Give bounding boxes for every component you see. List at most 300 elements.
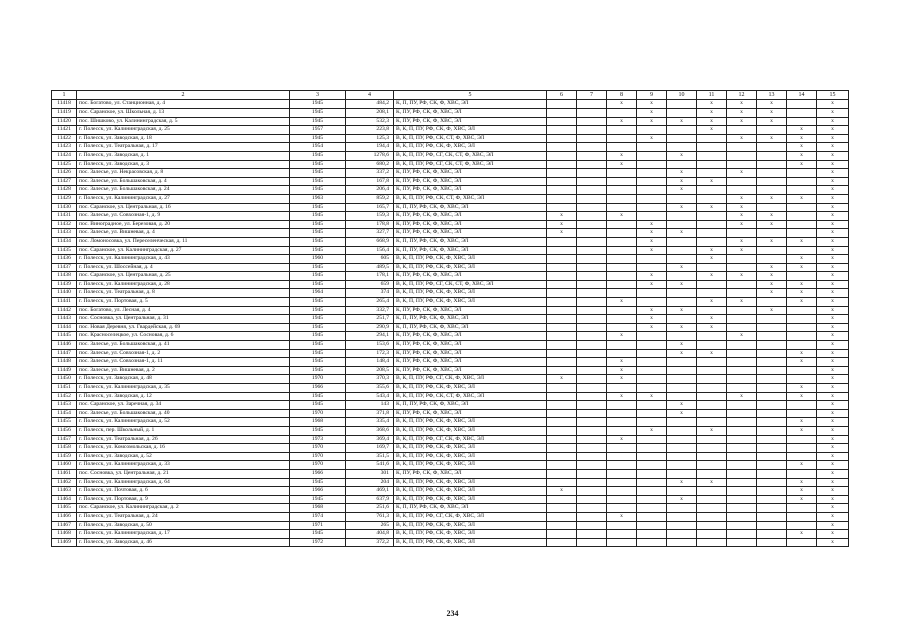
table-cell: [727, 469, 757, 478]
table-cell: [577, 478, 607, 487]
table-cell: пос. Богатово, ул. Станционная, д. 4: [77, 100, 290, 109]
table-cell: 1945: [290, 203, 346, 212]
table-cell: [577, 512, 607, 521]
table-cell: К, ПУ, РФ, СК, Ф, ХВС, ЭЛ: [394, 332, 547, 341]
table-cell: [787, 212, 817, 221]
table-row: [52, 538, 849, 547]
table-cell: [757, 366, 787, 375]
table-cell: [637, 358, 667, 367]
column-header: 4: [346, 91, 394, 100]
table-cell: 11433: [52, 229, 77, 238]
table-cell: [607, 109, 637, 118]
table-cell: 1945: [290, 358, 346, 367]
table-cell: x: [667, 151, 697, 160]
table-cell: [787, 177, 817, 186]
column-header: 8: [607, 91, 637, 100]
table-cell: [547, 469, 577, 478]
table-cell: 1945: [290, 349, 346, 358]
table-cell: [607, 255, 637, 264]
table-row: [52, 280, 849, 289]
table-cell: [637, 332, 667, 341]
table-cell: [697, 169, 727, 178]
table-cell: В, К, П, ПУ, РФ, СК, Ф, ХВС, ЭЛ: [394, 444, 547, 453]
table-cell: К, ПУ, РФ, СК, Ф, ХВС, ЭЛ: [394, 212, 547, 221]
table-cell: [727, 375, 757, 384]
table-cell: г. Полесск, ул. Калининградская, д. 17: [77, 530, 290, 539]
table-cell: [787, 100, 817, 109]
table-cell: К, П, ПУ, РФ, СК, Ф, ХВС, ЭЛ: [394, 237, 547, 246]
table-cell: x: [667, 401, 697, 410]
table-cell: 1970: [290, 461, 346, 470]
table-cell: x: [697, 109, 727, 118]
table-cell: [787, 272, 817, 281]
table-cell: x: [697, 315, 727, 324]
table-cell: x: [667, 169, 697, 178]
table-cell: x: [667, 203, 697, 212]
table-cell: x: [547, 220, 577, 229]
table-cell: x: [607, 332, 637, 341]
table-cell: 11447: [52, 349, 77, 358]
table-cell: x: [757, 212, 787, 221]
table-cell: [787, 435, 817, 444]
table-cell: 11459: [52, 452, 77, 461]
table-cell: пос. Шишково, ул. Калининградская, д. 5: [77, 117, 290, 126]
table-cell: x: [787, 478, 817, 487]
table-cell: x: [757, 100, 787, 109]
table-cell: [637, 409, 667, 418]
column-header: 6: [547, 91, 577, 100]
table-cell: [727, 538, 757, 547]
table-cell: [757, 375, 787, 384]
table-cell: [547, 401, 577, 410]
column-header: 14: [787, 91, 817, 100]
table-cell: x: [727, 117, 757, 126]
table-cell: 165,7: [346, 203, 394, 212]
table-row: [52, 315, 849, 324]
table-cell: г. Полесск, ул. Почтовая, д. 6: [77, 487, 290, 496]
table-cell: x: [817, 444, 849, 453]
table-cell: x: [787, 160, 817, 169]
table-cell: x: [667, 323, 697, 332]
table-cell: 1945: [290, 186, 346, 195]
table-cell: [577, 272, 607, 281]
table-cell: 251,7: [346, 315, 394, 324]
table-cell: [547, 203, 577, 212]
table-cell: 1945: [290, 246, 346, 255]
table-cell: [607, 134, 637, 143]
table-cell: [697, 229, 727, 238]
table-cell: [667, 469, 697, 478]
table-cell: [547, 280, 577, 289]
table-cell: В, К, П, ПУ, РФ, СК, Ф, ХВС, ЭЛ: [394, 495, 547, 504]
table-cell: 11467: [52, 521, 77, 530]
table-cell: пос. Сосновка, ул. Центральная, д. 31: [77, 315, 290, 324]
table-cell: 156,4: [346, 246, 394, 255]
table-cell: [547, 306, 577, 315]
table-cell: [577, 452, 607, 461]
table-cell: [697, 263, 727, 272]
table-cell: 11422: [52, 134, 77, 143]
table-cell: 1970: [290, 444, 346, 453]
table-cell: пос. Залесье, ул. Совхозная-1, д. 11: [77, 358, 290, 367]
table-cell: [727, 151, 757, 160]
table-cell: [637, 418, 667, 427]
table-cell: В, К, П, ПУ, РФ, СК, Ф, ХВС, ЭЛ: [394, 143, 547, 152]
table-cell: [787, 366, 817, 375]
table-cell: г. Полесск, ул. Калининградская, д. 64: [77, 478, 290, 487]
table-cell: [667, 100, 697, 109]
table-cell: 223,8: [346, 126, 394, 135]
table-cell: В, К, П, ПУ, РФ, СК, Ф, ХВС, ЭЛ: [394, 126, 547, 135]
table-cell: [577, 426, 607, 435]
table-cell: [667, 237, 697, 246]
table-cell: [577, 521, 607, 530]
table-cell: [637, 495, 667, 504]
table-cell: [727, 426, 757, 435]
table-cell: [667, 530, 697, 539]
table-cell: x: [697, 203, 727, 212]
table-cell: x: [607, 435, 637, 444]
table-cell: [637, 504, 667, 513]
table-cell: 370,3: [346, 375, 394, 384]
table-cell: [637, 521, 667, 530]
table-cell: К, ПУ, РФ, СК, Ф, ХВС, ЭЛ: [394, 186, 547, 195]
table-cell: 1945: [290, 366, 346, 375]
table-cell: x: [637, 392, 667, 401]
table-cell: x: [697, 323, 727, 332]
table-row: [52, 349, 849, 358]
table-cell: [787, 409, 817, 418]
table-cell: [727, 126, 757, 135]
table-cell: [607, 246, 637, 255]
table-cell: 11441: [52, 298, 77, 307]
table-cell: [727, 461, 757, 470]
table-cell: 1966: [290, 487, 346, 496]
table-cell: x: [817, 143, 849, 152]
table-cell: 1945: [290, 298, 346, 307]
table-cell: x: [607, 151, 637, 160]
table-row: [52, 134, 849, 143]
table-cell: [697, 469, 727, 478]
table-cell: [787, 186, 817, 195]
table-cell: [757, 255, 787, 264]
table-cell: г. Полесск, ул. Театральная, д. 8: [77, 289, 290, 298]
table-row: [52, 117, 849, 126]
table-row: [52, 418, 849, 427]
table-cell: В, К, П, ПУ, РФ, СК, Ф, ХВС, ЭЛ: [394, 289, 547, 298]
table-cell: [787, 229, 817, 238]
table-cell: пос. Залесье, ул. Большаковская, д. 24: [77, 186, 290, 195]
table-cell: [607, 237, 637, 246]
table-cell: [547, 358, 577, 367]
table-cell: К, ПУ, РФ, СК, Ф, ХВС, ЭЛ: [394, 409, 547, 418]
table-cell: [697, 495, 727, 504]
table-cell: [727, 289, 757, 298]
table-cell: x: [817, 504, 849, 513]
table-cell: [547, 315, 577, 324]
table-row: [52, 461, 849, 470]
table-cell: 11429: [52, 194, 77, 203]
table-cell: В, К, П, ПУ, РФ, СК, Ф, ХВС, ЭЛ: [394, 478, 547, 487]
table-row: [52, 358, 849, 367]
table-cell: x: [817, 298, 849, 307]
table-cell: 1945: [290, 323, 346, 332]
table-cell: x: [727, 100, 757, 109]
table-row: [52, 469, 849, 478]
table-row: [52, 495, 849, 504]
table-cell: x: [547, 229, 577, 238]
table-cell: [577, 341, 607, 350]
table-cell: 11464: [52, 495, 77, 504]
column-header: 7: [577, 91, 607, 100]
table-cell: 11437: [52, 263, 77, 272]
table-cell: 125,3: [346, 134, 394, 143]
table-cell: x: [697, 126, 727, 135]
table-cell: [547, 186, 577, 195]
table-cell: г. Полесск, ул. Калининградская, д. 27: [77, 194, 290, 203]
table-cell: x: [607, 358, 637, 367]
table-cell: [727, 512, 757, 521]
table-cell: пос. Залесье, ул. Большаковская, д. 40: [77, 409, 290, 418]
table-cell: 1945: [290, 341, 346, 350]
table-cell: [577, 263, 607, 272]
table-cell: x: [727, 392, 757, 401]
table-cell: [637, 169, 667, 178]
table-row: [52, 401, 849, 410]
table-cell: [607, 530, 637, 539]
table-cell: [727, 143, 757, 152]
table-cell: 11438: [52, 272, 77, 281]
table-cell: x: [667, 478, 697, 487]
table-cell: [667, 212, 697, 221]
table-cell: [547, 521, 577, 530]
table-cell: [577, 418, 607, 427]
table-cell: [697, 358, 727, 367]
table-cell: x: [787, 126, 817, 135]
table-cell: 1945: [290, 332, 346, 341]
table-cell: x: [757, 306, 787, 315]
table-cell: г. Полесск, ул. Заводская, д. 3: [77, 160, 290, 169]
table-cell: [727, 418, 757, 427]
table-cell: [757, 143, 787, 152]
table-cell: г. Полесск, ул. Заводская, д. 18: [77, 134, 290, 143]
table-row: [52, 298, 849, 307]
table-cell: x: [817, 435, 849, 444]
table-cell: x: [817, 109, 849, 118]
table-cell: [697, 341, 727, 350]
table-cell: [727, 306, 757, 315]
table-cell: 11451: [52, 384, 77, 393]
table-cell: x: [817, 392, 849, 401]
table-cell: [637, 469, 667, 478]
table-cell: [607, 521, 637, 530]
table-cell: 374: [346, 289, 394, 298]
table-cell: [787, 246, 817, 255]
table-cell: x: [817, 401, 849, 410]
table-row: [52, 435, 849, 444]
table-cell: [577, 134, 607, 143]
table-cell: В, К, П, ПУ, РФ, СК, СТ, Ф, ХВС, ЭЛ: [394, 194, 547, 203]
table-cell: x: [697, 426, 727, 435]
table-cell: x: [787, 358, 817, 367]
table-cell: [757, 186, 787, 195]
table-cell: [697, 151, 727, 160]
table-cell: 327,7: [346, 229, 394, 238]
table-cell: [787, 401, 817, 410]
table-cell: [577, 169, 607, 178]
table-cell: В, К, П, ПУ, РФ, СГ, СК, Ф, ХВС, ЭЛ: [394, 512, 547, 521]
table-cell: x: [607, 100, 637, 109]
table-row: [52, 212, 849, 221]
table-cell: [757, 426, 787, 435]
table-cell: [757, 177, 787, 186]
table-cell: [607, 538, 637, 547]
table-cell: [577, 126, 607, 135]
table-cell: 1945: [290, 220, 346, 229]
table-cell: пос. Залесье, ул. Вишневая, д. 4: [77, 229, 290, 238]
table-cell: [727, 280, 757, 289]
table-cell: [787, 521, 817, 530]
table-cell: x: [817, 151, 849, 160]
table-cell: [547, 478, 577, 487]
table-cell: [637, 366, 667, 375]
table-cell: 1945: [290, 401, 346, 410]
table-cell: [547, 246, 577, 255]
table-cell: [727, 229, 757, 238]
table-cell: [577, 220, 607, 229]
table-cell: 11461: [52, 469, 77, 478]
table-cell: 1970: [290, 375, 346, 384]
table-cell: x: [757, 194, 787, 203]
table-cell: [547, 349, 577, 358]
table-row: [52, 452, 849, 461]
table-cell: [547, 392, 577, 401]
table-cell: [547, 134, 577, 143]
table-cell: [577, 237, 607, 246]
table-cell: [727, 435, 757, 444]
table-cell: В, К, П, ПУ, РФ, СК, Ф, ХВС, ЭЛ: [394, 538, 547, 547]
table-cell: [667, 366, 697, 375]
table-cell: [547, 126, 577, 135]
table-cell: [607, 229, 637, 238]
table-cell: [637, 487, 667, 496]
table-cell: [547, 109, 577, 118]
table-cell: пос. Саранское, ул. Заречная, д. 34: [77, 401, 290, 410]
table-cell: x: [787, 495, 817, 504]
table-cell: [547, 255, 577, 264]
table-cell: x: [697, 117, 727, 126]
table-cell: x: [697, 246, 727, 255]
table-cell: К, П, ПУ, РФ, СК, Ф, ХВС, ЭЛ: [394, 246, 547, 255]
table-cell: [727, 358, 757, 367]
table-cell: К, ПУ, РФ, СК, Ф, ХВС, ЭЛ: [394, 272, 547, 281]
table-cell: К, ПУ, РФ, СК, Ф, ХВС, ЭЛ: [394, 220, 547, 229]
table-cell: [727, 401, 757, 410]
table-cell: x: [817, 341, 849, 350]
table-cell: 1963: [290, 194, 346, 203]
table-cell: 1945: [290, 263, 346, 272]
table-row: [52, 444, 849, 453]
table-cell: [697, 512, 727, 521]
table-cell: 11448: [52, 358, 77, 367]
table-cell: [787, 341, 817, 350]
table-cell: x: [697, 272, 727, 281]
table-row: [52, 229, 849, 238]
table-cell: [547, 117, 577, 126]
table-cell: В, К, П, ПУ, РФ, СК, Ф, ХВС, ЭЛ: [394, 255, 547, 264]
table-cell: 169,7: [346, 444, 394, 453]
table-cell: К, ПУ, РФ, СК, Ф, ХВС, ЭЛ: [394, 341, 547, 350]
table-cell: К, ПУ, РФ, СК, Ф, ХВС, ЭЛ: [394, 306, 547, 315]
table-cell: [667, 452, 697, 461]
table-cell: [577, 384, 607, 393]
table-cell: 178,8: [346, 220, 394, 229]
table-cell: 11442: [52, 306, 77, 315]
table-cell: [547, 143, 577, 152]
table-cell: x: [667, 177, 697, 186]
table-cell: [697, 280, 727, 289]
table-cell: [637, 478, 667, 487]
table-cell: К, П, ПУ, РФ, СК, Ф, ХВС, ЭЛ: [394, 401, 547, 410]
table-cell: x: [817, 332, 849, 341]
table-cell: [667, 461, 697, 470]
table-cell: 332,7: [346, 306, 394, 315]
table-cell: [667, 375, 697, 384]
table-cell: В, К, П, ПУ, РФ, СК, Ф, ХВС, ЭЛ: [394, 384, 547, 393]
table-cell: [547, 237, 577, 246]
table-cell: 11457: [52, 435, 77, 444]
table-cell: [607, 418, 637, 427]
table-cell: [637, 212, 667, 221]
table-cell: x: [817, 126, 849, 135]
table-cell: 11439: [52, 280, 77, 289]
table-cell: x: [697, 177, 727, 186]
table-row: [52, 426, 849, 435]
table-cell: [757, 478, 787, 487]
table-cell: 11456: [52, 426, 77, 435]
table-cell: г. Полесск, ул. Шоссейная, д. 4: [77, 263, 290, 272]
table-cell: 11424: [52, 151, 77, 160]
table-cell: 11446: [52, 341, 77, 350]
table-cell: В, К, П, ПУ, РФ, СК, Ф, ХВС, ЭЛ: [394, 461, 547, 470]
table-cell: 11420: [52, 117, 77, 126]
table-cell: x: [637, 426, 667, 435]
table-cell: пос. Виноградное, ул. Березовая, д. 20: [77, 220, 290, 229]
table-cell: [667, 384, 697, 393]
table-cell: 404,8: [346, 530, 394, 539]
table-cell: x: [757, 272, 787, 281]
table-cell: пос. Саранское, ул. Калининградская, д. 27: [77, 246, 290, 255]
table-cell: [547, 426, 577, 435]
table-cell: [547, 177, 577, 186]
table-cell: [607, 177, 637, 186]
table-cell: [667, 143, 697, 152]
column-header: 15: [817, 91, 849, 100]
table-cell: В, К, П, ПУ, РФ, СК, Ф, ХВС, ЭЛ: [394, 452, 547, 461]
table-cell: 11463: [52, 487, 77, 496]
table-cell: [577, 435, 607, 444]
table-cell: [637, 461, 667, 470]
table-cell: пос. Новая Деревня, ул. Гвардейская, д. 69: [77, 323, 290, 332]
table-cell: [697, 143, 727, 152]
table-cell: 143: [346, 401, 394, 410]
table-cell: x: [637, 280, 667, 289]
table-cell: 11428: [52, 186, 77, 195]
table-cell: x: [817, 538, 849, 547]
table-cell: г. Полесск, ул. Портовая, д. 9: [77, 495, 290, 504]
table-cell: x: [817, 177, 849, 186]
table-cell: 11466: [52, 512, 77, 521]
